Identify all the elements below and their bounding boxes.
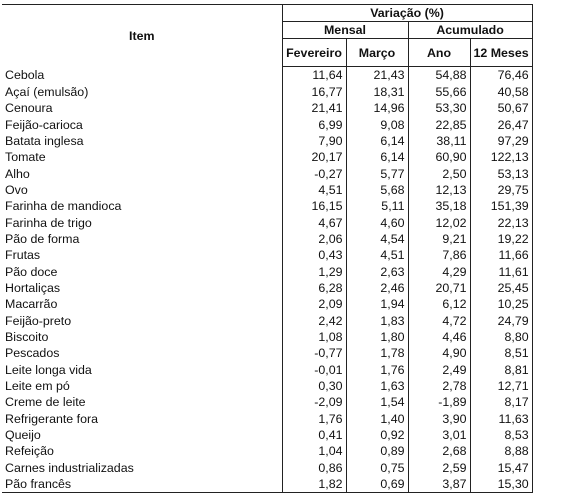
doze-meses-cell: 97,29 — [470, 133, 532, 149]
item-cell: Hortaliças — [2, 280, 282, 296]
doze-meses-cell: 11,61 — [470, 264, 532, 280]
item-cell: Cebola — [2, 67, 282, 84]
item-cell: Pescados — [2, 345, 282, 361]
marco-cell: 4,60 — [346, 215, 408, 231]
item-cell: Biscoito — [2, 329, 282, 345]
table-row — [2, 182, 532, 198]
table-row — [2, 116, 532, 132]
ano-cell: -1,89 — [408, 394, 470, 410]
fevereiro-cell: 2,09 — [282, 296, 346, 312]
item-cell: Farinha de trigo — [2, 215, 282, 231]
doze-meses-cell: 22,13 — [470, 215, 532, 231]
ano-cell: 3,90 — [408, 411, 470, 427]
doze-meses-cell: 50,67 — [470, 100, 532, 116]
doze-meses-cell: 24,79 — [470, 313, 532, 329]
price-variation-table-container — [2, 4, 533, 493]
marco-cell: 1,78 — [346, 345, 408, 361]
item-cell: Feijão-preto — [2, 313, 282, 329]
marco-cell: 0,75 — [346, 460, 408, 476]
doze-meses-cell: 29,75 — [470, 182, 532, 198]
marco-cell: 4,51 — [346, 247, 408, 263]
table-row — [2, 411, 532, 427]
ano-cell: 2,59 — [408, 460, 470, 476]
table-row — [2, 231, 532, 247]
fevereiro-cell: -0,01 — [282, 362, 346, 378]
marco-cell: 1,94 — [346, 296, 408, 312]
ano-cell: 7,86 — [408, 247, 470, 263]
doze-meses-cell: 10,25 — [470, 296, 532, 312]
marco-cell: 5,11 — [346, 198, 408, 214]
table-row — [2, 165, 532, 181]
ano-cell: 55,66 — [408, 84, 470, 100]
item-cell: Pão de forma — [2, 231, 282, 247]
item-cell: Feijão-carioca — [2, 116, 282, 132]
marco-cell: 5,77 — [346, 165, 408, 181]
fevereiro-cell: 6,28 — [282, 280, 346, 296]
ano-cell: 9,21 — [408, 231, 470, 247]
fevereiro-cell: 7,90 — [282, 133, 346, 149]
doze-meses-cell: 76,46 — [470, 67, 532, 84]
item-cell: Carnes industrializadas — [2, 460, 282, 476]
ano-cell: 60,90 — [408, 149, 470, 165]
item-cell: Frutas — [2, 247, 282, 263]
doze-meses-cell: 8,51 — [470, 345, 532, 361]
ano-column-header: Ano — [408, 39, 470, 67]
doze-meses-column-header: 12 Meses — [470, 39, 532, 67]
table-row — [2, 313, 532, 329]
fevereiro-cell: 2,06 — [282, 231, 346, 247]
item-cell: Tomate — [2, 149, 282, 165]
fevereiro-cell: 4,51 — [282, 182, 346, 198]
ano-cell: 12,02 — [408, 215, 470, 231]
table-row — [2, 329, 532, 345]
marco-cell: 1,63 — [346, 378, 408, 394]
item-cell: Refrigerante fora — [2, 411, 282, 427]
table-body — [2, 67, 532, 493]
marco-cell: 1,83 — [346, 313, 408, 329]
marco-cell: 2,63 — [346, 264, 408, 280]
table-row — [2, 345, 532, 361]
table-row — [2, 100, 532, 116]
doze-meses-cell: 11,66 — [470, 247, 532, 263]
marco-cell: 6,14 — [346, 149, 408, 165]
fevereiro-cell: 16,77 — [282, 84, 346, 100]
item-cell: Refeição — [2, 443, 282, 459]
fevereiro-cell: -0,27 — [282, 165, 346, 181]
item-cell: Leite longa vida — [2, 362, 282, 378]
table-row — [2, 296, 532, 312]
doze-meses-cell: 8,17 — [470, 394, 532, 410]
ano-cell: 20,71 — [408, 280, 470, 296]
fevereiro-cell: 0,30 — [282, 378, 346, 394]
doze-meses-cell: 122,13 — [470, 149, 532, 165]
ano-cell: 4,46 — [408, 329, 470, 345]
ano-cell: 12,13 — [408, 182, 470, 198]
fevereiro-column-header: Fevereiro — [282, 39, 346, 67]
marco-cell: 6,14 — [346, 133, 408, 149]
item-cell: Macarrão — [2, 296, 282, 312]
fevereiro-cell: 0,41 — [282, 427, 346, 443]
item-cell: Pão francês — [2, 476, 282, 493]
table-row — [2, 84, 532, 100]
ano-cell: 3,01 — [408, 427, 470, 443]
table-row — [2, 394, 532, 410]
item-cell: Creme de leite — [2, 394, 282, 410]
table-row — [2, 280, 532, 296]
fevereiro-cell: -2,09 — [282, 394, 346, 410]
doze-meses-cell: 25,45 — [470, 280, 532, 296]
fevereiro-cell: 1,29 — [282, 264, 346, 280]
ano-cell: 35,18 — [408, 198, 470, 214]
fevereiro-cell: 20,17 — [282, 149, 346, 165]
doze-meses-cell: 26,47 — [470, 116, 532, 132]
acumulado-header: Acumulado — [408, 22, 532, 39]
item-cell: Batata inglesa — [2, 133, 282, 149]
table-row — [2, 133, 532, 149]
marco-cell: 5,68 — [346, 182, 408, 198]
marco-cell: 18,31 — [346, 84, 408, 100]
doze-meses-cell: 8,81 — [470, 362, 532, 378]
marco-cell: 2,46 — [346, 280, 408, 296]
marco-cell: 14,96 — [346, 100, 408, 116]
doze-meses-cell: 8,53 — [470, 427, 532, 443]
marco-cell: 1,40 — [346, 411, 408, 427]
item-cell: Alho — [2, 165, 282, 181]
ano-cell: 6,12 — [408, 296, 470, 312]
ano-cell: 22,85 — [408, 116, 470, 132]
marco-cell: 1,80 — [346, 329, 408, 345]
doze-meses-cell: 11,63 — [470, 411, 532, 427]
item-cell: Cenoura — [2, 100, 282, 116]
fevereiro-cell: 1,04 — [282, 443, 346, 459]
table-row — [2, 460, 532, 476]
fevereiro-cell: 21,41 — [282, 100, 346, 116]
item-cell: Leite em pó — [2, 378, 282, 394]
fevereiro-cell: 1,76 — [282, 411, 346, 427]
fevereiro-cell: 1,82 — [282, 476, 346, 493]
header-row-variacao — [2, 5, 532, 22]
doze-meses-cell: 40,58 — [470, 84, 532, 100]
fevereiro-cell: 11,64 — [282, 67, 346, 84]
fevereiro-cell: -0,77 — [282, 345, 346, 361]
table-row — [2, 198, 532, 214]
marco-cell: 9,08 — [346, 116, 408, 132]
ano-cell: 2,78 — [408, 378, 470, 394]
doze-meses-cell: 53,13 — [470, 165, 532, 181]
marco-cell: 21,43 — [346, 67, 408, 84]
ano-cell: 38,11 — [408, 133, 470, 149]
ano-cell: 4,90 — [408, 345, 470, 361]
doze-meses-cell: 15,47 — [470, 460, 532, 476]
fevereiro-cell: 2,42 — [282, 313, 346, 329]
item-cell: Pão doce — [2, 264, 282, 280]
item-cell: Farinha de mandioca — [2, 198, 282, 214]
ano-cell: 4,72 — [408, 313, 470, 329]
table-row — [2, 247, 532, 263]
marco-cell: 0,69 — [346, 476, 408, 493]
price-variation-table — [2, 4, 533, 493]
fevereiro-cell: 6,99 — [282, 116, 346, 132]
item-column-header: Item — [2, 5, 282, 67]
table-row — [2, 362, 532, 378]
ano-cell: 3,87 — [408, 476, 470, 493]
doze-meses-cell: 151,39 — [470, 198, 532, 214]
fevereiro-cell: 16,15 — [282, 198, 346, 214]
marco-cell: 1,54 — [346, 394, 408, 410]
fevereiro-cell: 1,08 — [282, 329, 346, 345]
ano-cell: 2,50 — [408, 165, 470, 181]
fevereiro-cell: 0,43 — [282, 247, 346, 263]
table-row — [2, 427, 532, 443]
item-cell: Queijo — [2, 427, 282, 443]
variacao-header: Variação (%) — [282, 5, 532, 22]
ano-cell: 54,88 — [408, 67, 470, 84]
ano-cell: 2,68 — [408, 443, 470, 459]
fevereiro-cell: 0,86 — [282, 460, 346, 476]
table-row — [2, 149, 532, 165]
doze-meses-cell: 15,30 — [470, 476, 532, 493]
doze-meses-cell: 12,71 — [470, 378, 532, 394]
table-row — [2, 264, 532, 280]
item-cell: Açaí (emulsão) — [2, 84, 282, 100]
marco-cell: 0,89 — [346, 443, 408, 459]
table-row — [2, 67, 532, 84]
marco-column-header: Março — [346, 39, 408, 67]
marco-cell: 0,92 — [346, 427, 408, 443]
ano-cell: 2,49 — [408, 362, 470, 378]
fevereiro-cell: 4,67 — [282, 215, 346, 231]
doze-meses-cell: 19,22 — [470, 231, 532, 247]
mensal-header: Mensal — [282, 22, 408, 39]
marco-cell: 4,54 — [346, 231, 408, 247]
table-row — [2, 443, 532, 459]
ano-cell: 4,29 — [408, 264, 470, 280]
table-row — [2, 476, 532, 493]
table-row — [2, 378, 532, 394]
ano-cell: 53,30 — [408, 100, 470, 116]
table-row — [2, 215, 532, 231]
doze-meses-cell: 8,88 — [470, 443, 532, 459]
item-cell: Ovo — [2, 182, 282, 198]
marco-cell: 1,76 — [346, 362, 408, 378]
doze-meses-cell: 8,80 — [470, 329, 532, 345]
